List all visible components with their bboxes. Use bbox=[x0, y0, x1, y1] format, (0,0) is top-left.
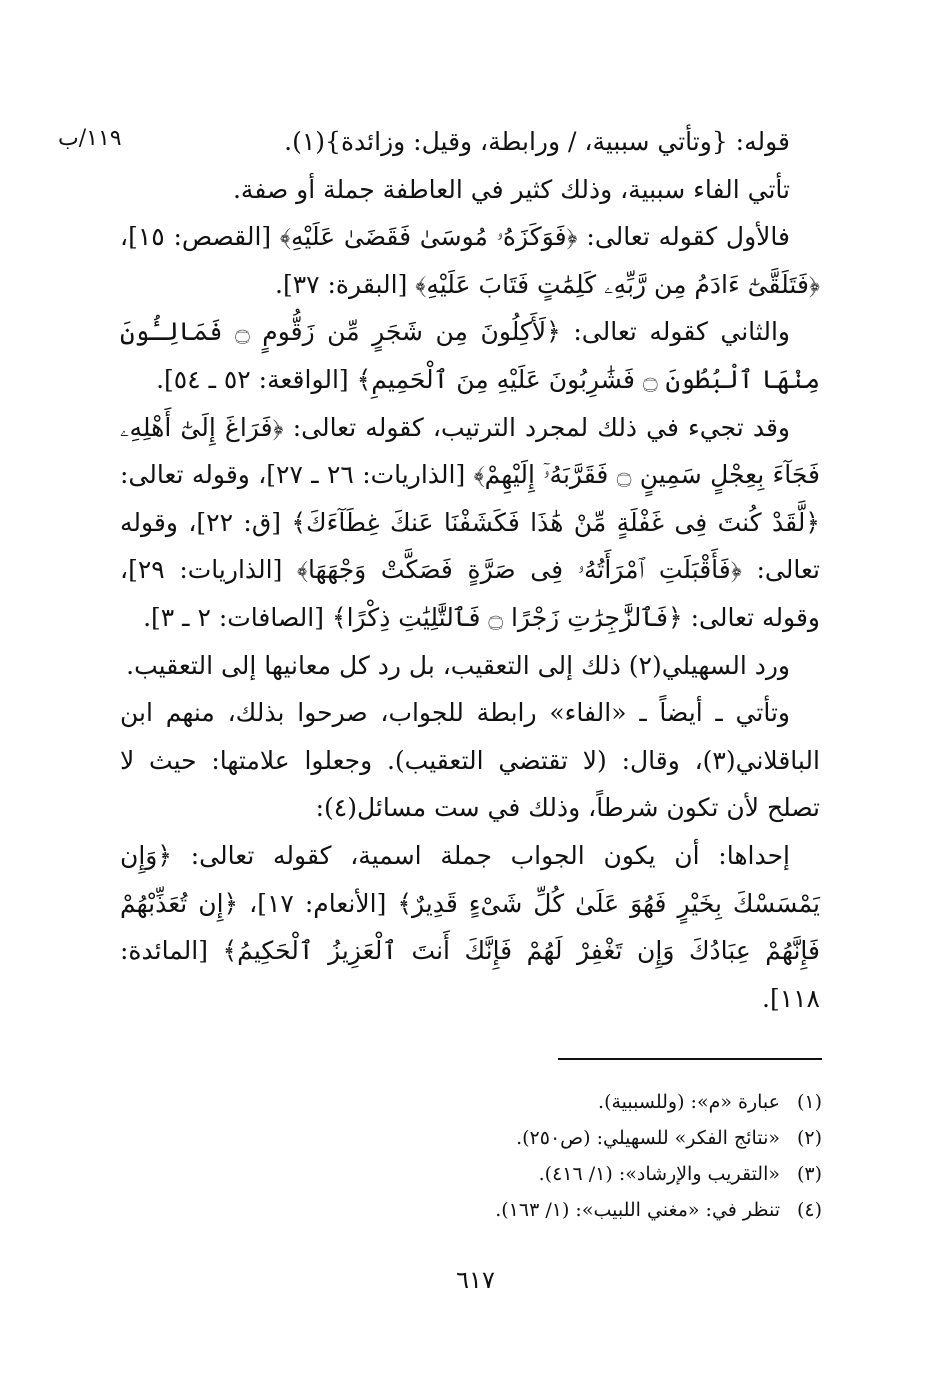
manuscript-folio-note: ١١٩/ب bbox=[58, 126, 122, 151]
footnote-separator bbox=[558, 1058, 822, 1060]
paragraph-5: وقد تجيء في ذلك لمجرد الترتيب، كقوله تعالى: ﴿فَرَاغَ إِلَىٰٓ أَهْلِهِۦ فَجَآءَ بِعِجْلٍ سَمِينٍ ۝ فَقَرَّبَهُۥٓ إِلَيْهِمْ﴾ [الذاريات: ٢٦ ـ ٢٧]، وقوله تعالى: ﴿لَّقَدْ كُنتَ فِى غَفْلَةٍ مِّنْ هَٰذَا فَكَشَفْنَا عَنكَ غِطَآءَكَ﴾ [ق: ٢٢]، وقوله تعالى: ﴿فَأَقْبَلَتِ ٱمْرَأَتُهُۥ فِى صَرَّةٍ فَصَكَّتْ وَجْهَهَا﴾ [الذاريات: ٢٩]، وقوله تعالى: ﴿فَٱلزَّٰجِرَٰتِ زَجْرًا ۝ فَٱلتَّٰلِيَٰتِ ذِكْرًا﴾ [الصافات: ٢ ـ ٣]. bbox=[120, 412, 820, 632]
footnote-text: «نتائج الفكر» للسهيلي: (ص٢٥٠). bbox=[516, 1127, 780, 1149]
footnote-item bbox=[380, 1156, 822, 1192]
footnote-text: عبارة «م»: (وللسببية). bbox=[598, 1091, 780, 1113]
footnote-number: (٣) bbox=[796, 1163, 822, 1185]
footnote-number: (٢) bbox=[796, 1127, 822, 1149]
paragraph-4: والثاني كقوله تعالى: ﴿لَأَكِلُونَ مِن شَجَرٍ مِّن زَقُّومٍ ۝ فَمَالِـُٔونَ مِنْهَا ٱلْبُطُونَ ۝ فَشَٰرِبُونَ عَلَيْهِ مِنَ ٱلْحَمِيمِ﴾ [الواقعة: ٥٢ ـ ٥٤]. bbox=[120, 317, 820, 394]
footnotes bbox=[380, 1084, 822, 1228]
paragraph-7: وتأتي ـ أيضاً ـ «الفاء» رابطة للجواب، صرحوا بذلك، منهم ابن الباقلاني(٣)، وقال: (لا تقتضي التعقيب). وجعلوا علامتها: حيث لا تصلح لأن تكون شرطاً، وذلك في ست مسائل(٤): bbox=[120, 698, 820, 823]
footnote-text: تنظر في: «مغني اللبيب»: (١/ ١٦٣). bbox=[495, 1199, 780, 1221]
paragraph-3: فالأول كقوله تعالى: ﴿فَوَكَزَهُۥ مُوسَىٰ فَقَضَىٰ عَلَيْهِ﴾ [القصص: ١٥]، ﴿فَتَلَقَّىٰٓ ءَادَمُ مِن رَّبِّهِۦ كَلِمَٰتٍ فَتَابَ عَلَيْهِ﴾ [البقرة: ٣٧]. bbox=[120, 222, 820, 299]
paragraph-8: إحداها: أن يكون الجواب جملة اسمية، كقوله تعالى: ﴿وَإِن يَمْسَسْكَ بِخَيْرٍ فَهُوَ عَلَىٰ كُلِّ شَىْءٍ قَدِيرٌ﴾ [الأنعام: ١٧]، ﴿إِن تُعَذِّبْهُمْ فَإِنَّهُمْ عِبَادُكَ وَإِن تَغْفِرْ لَهُمْ فَإِنَّكَ أَنتَ ٱلْعَزِيزُ ٱلْحَكِيمُ﴾ [المائدة: ١١٨]. bbox=[120, 840, 820, 1013]
footnote-text: «التقريب والإرشاد»: (١/ ٤١٦). bbox=[538, 1163, 780, 1185]
main-text bbox=[120, 118, 820, 1022]
paragraph-6: ورد السهيلي(٢) ذلك إلى التعقيب، بل رد كل معانيها إلى التعقيب. bbox=[126, 650, 790, 680]
footnote-number: (٤) bbox=[796, 1199, 822, 1221]
footnote-item bbox=[380, 1120, 822, 1156]
paragraph-2: تأتي الفاء سببية، وذلك كثير في العاطفة جملة أو صفة. bbox=[232, 174, 790, 204]
footnote-item bbox=[380, 1192, 822, 1228]
page-number: ٦١٧ bbox=[456, 1266, 495, 1294]
footnote-item bbox=[380, 1084, 822, 1120]
footnote-number: (١) bbox=[796, 1091, 822, 1113]
paragraph-1: قوله: {وتأتي سببية، / ورابطة، وقيل: وزائدة}(١). bbox=[284, 127, 790, 156]
